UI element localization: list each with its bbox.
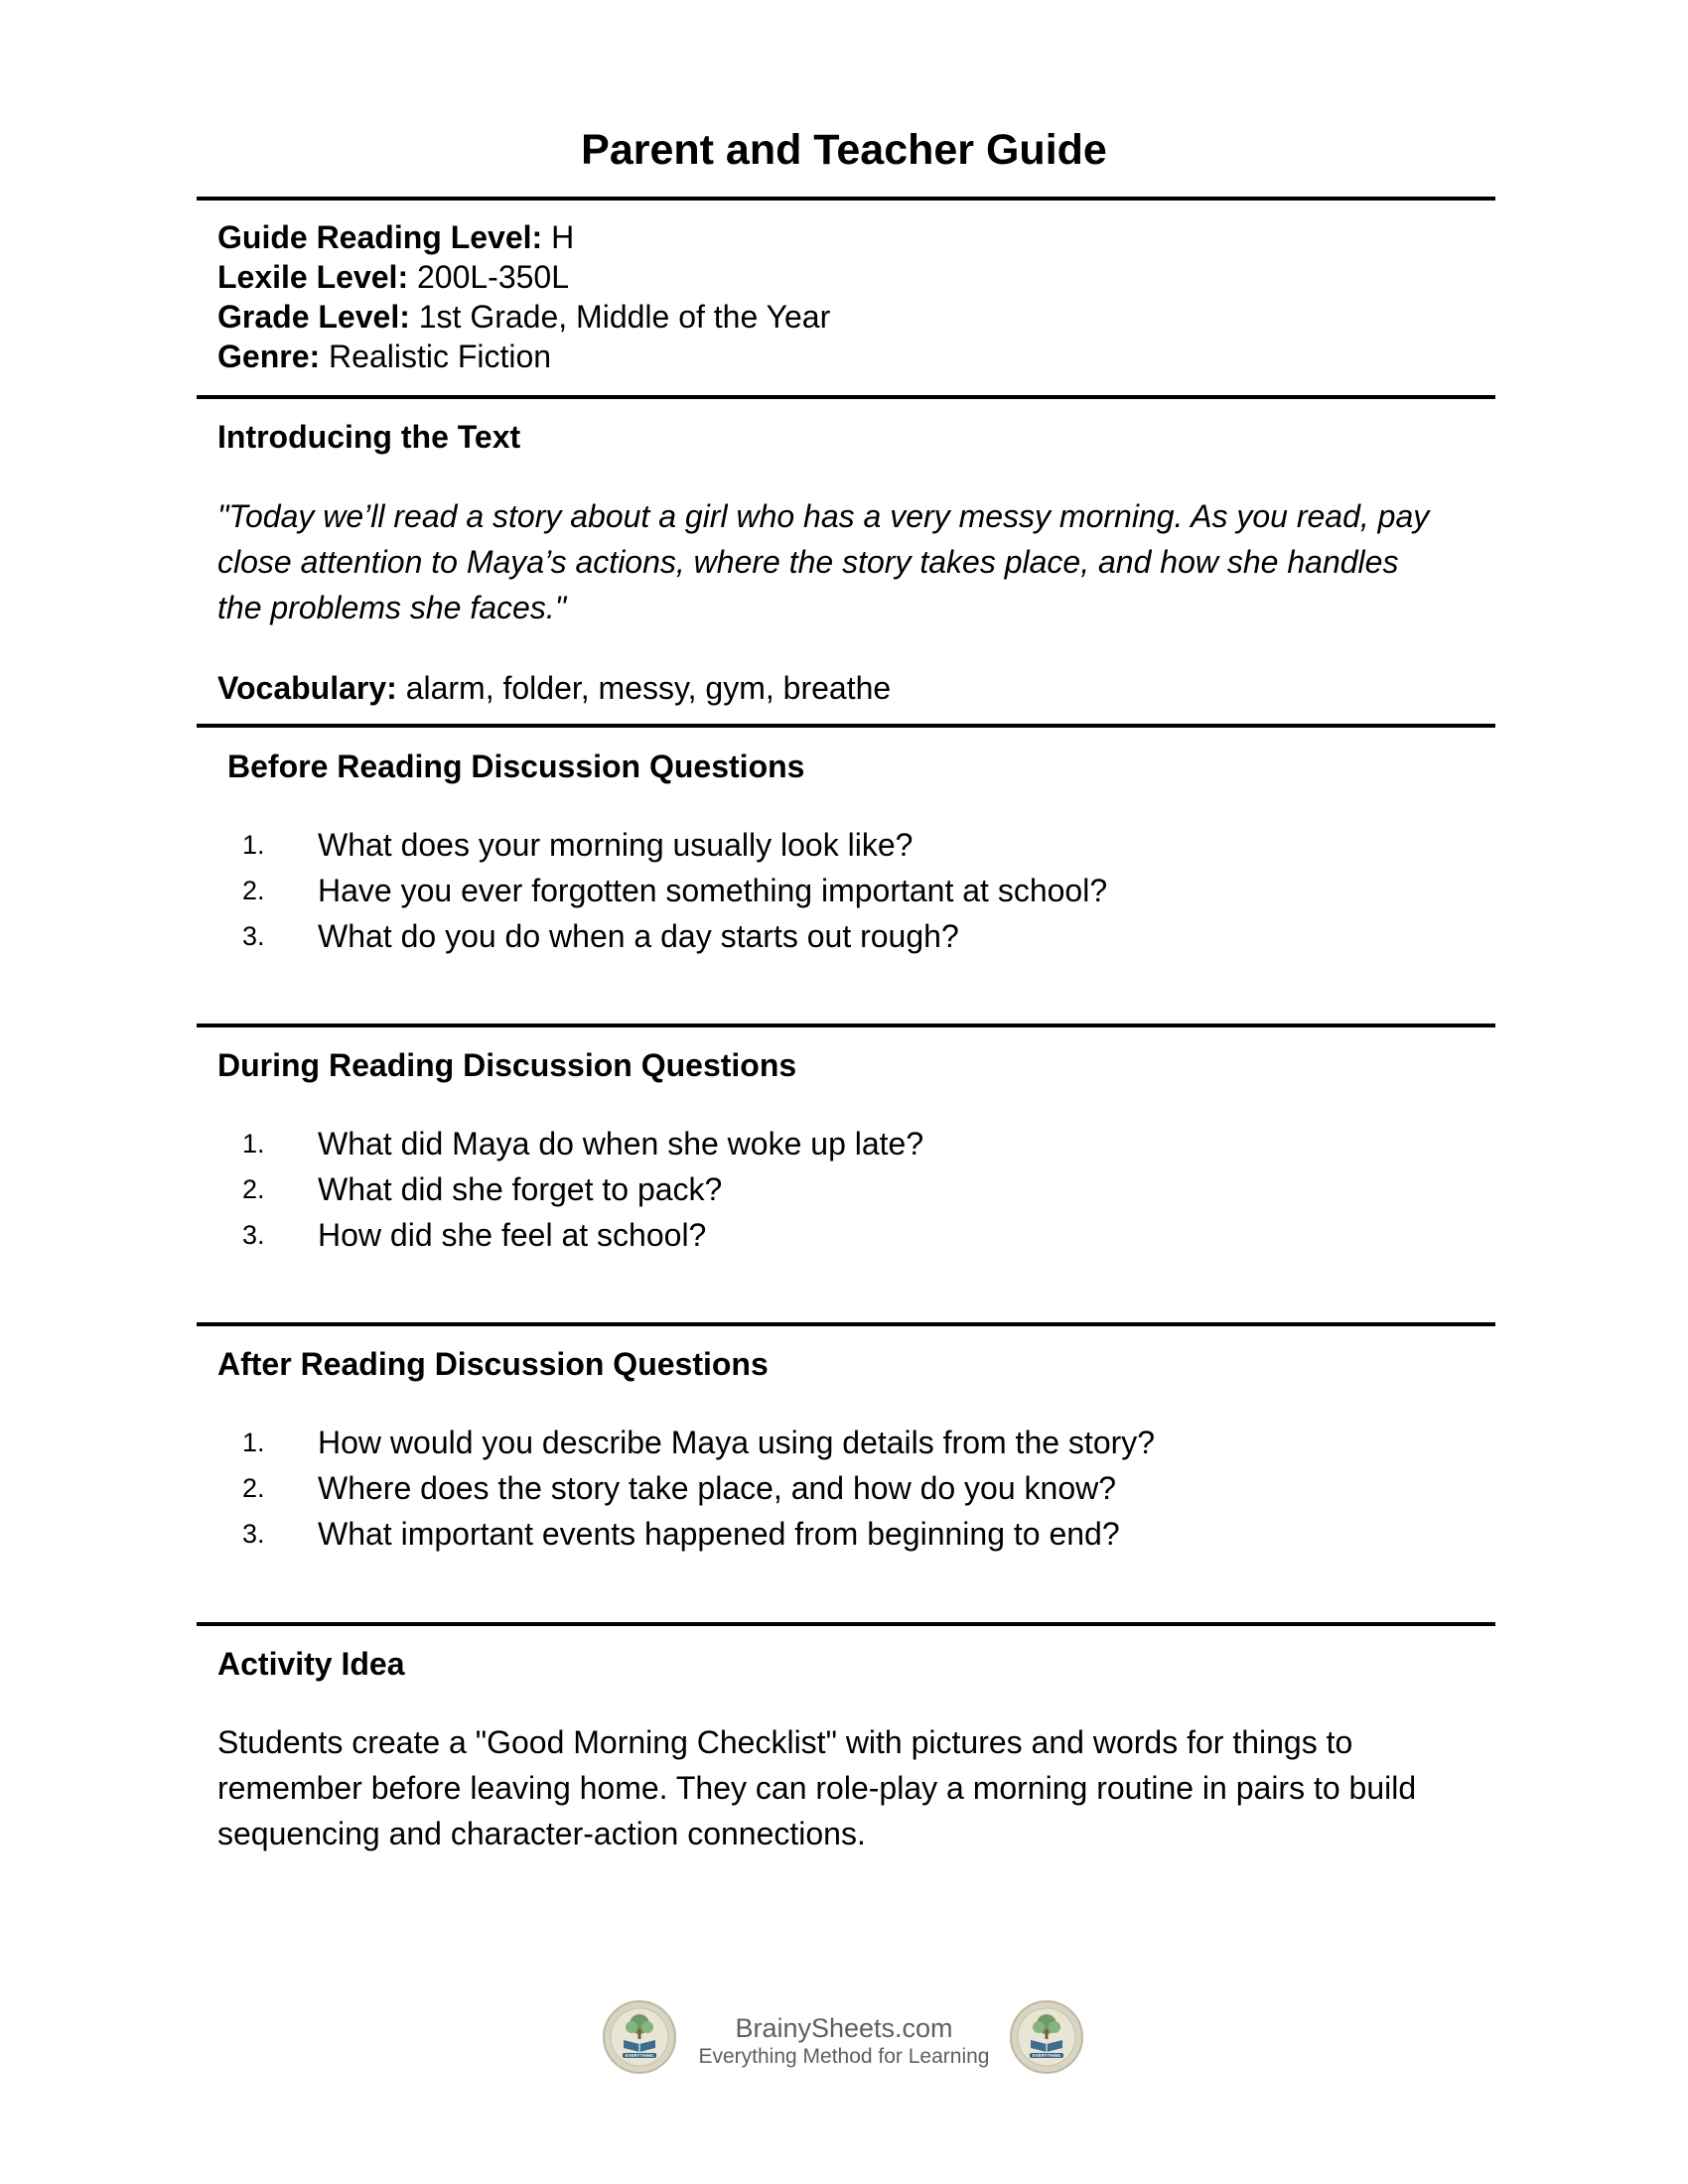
lexile-level-label: Lexile Level: <box>217 259 409 295</box>
list-number: 3. <box>242 1519 265 1549</box>
question-text: Have you ever forgotten something important at school? <box>318 873 1108 908</box>
list-number: 3. <box>242 1220 265 1250</box>
guide-metadata <box>217 217 1478 376</box>
activity-text-block <box>217 1719 1488 1856</box>
list-number: 1. <box>242 830 265 860</box>
before-reading-section <box>227 747 1488 786</box>
list-number: 2. <box>242 1473 265 1503</box>
vocabulary-label: Vocabulary: <box>217 670 397 706</box>
footer-tagline: Everything Method for Learning <box>698 2045 990 2068</box>
question-text: What did she forget to pack? <box>318 1171 723 1207</box>
page-title: Parent and Teacher Guide <box>581 126 1107 174</box>
vocabulary-line <box>217 668 1478 708</box>
introducing-quote-block <box>217 493 1449 630</box>
vocabulary-block <box>217 668 1478 708</box>
before-reading-list <box>217 822 1478 959</box>
reading-level-value: H <box>551 219 575 255</box>
genre-value: Realistic Fiction <box>329 339 552 374</box>
brand-logo-icon <box>603 2000 676 2074</box>
introducing-section <box>217 417 1478 457</box>
after-reading-section <box>217 1344 1478 1384</box>
list-number: 2. <box>242 1174 265 1204</box>
question-text: What does your morning usually look like? <box>318 827 914 863</box>
reading-level-line <box>217 217 1478 257</box>
lexile-level-value: 200L-350L <box>416 259 570 295</box>
footer-brand <box>685 2012 1003 2070</box>
after-reading-heading: After Reading Discussion Questions <box>217 1346 769 1382</box>
list-item <box>217 1511 1478 1557</box>
list-item <box>217 1166 1478 1212</box>
genre-label: Genre: <box>217 339 321 374</box>
vocabulary-words: alarm, folder, messy, gym, breathe <box>405 670 892 706</box>
svg-text:EVERYTHING: EVERYTHING <box>625 2053 654 2058</box>
question-text: How would you describe Maya using details from the story? <box>318 1425 1156 1460</box>
activity-text: Students create a "Good Morning Checklist" with pictures and words for things to remember before leaving home. They can role-play a morning routine in pairs to build sequencing and character-action connections. <box>217 1724 1417 1851</box>
list-item <box>217 1420 1478 1465</box>
before-reading-list-block <box>217 822 1478 959</box>
reading-level-label: Guide Reading Level: <box>217 219 543 255</box>
list-number: 1. <box>242 1428 265 1457</box>
during-reading-list <box>217 1121 1478 1258</box>
genre-line <box>217 337 1478 376</box>
question-text: What did Maya do when she woke up late? <box>318 1126 924 1161</box>
during-reading-section <box>217 1045 1478 1085</box>
introducing-quote: "Today we’ll read a story about a girl who has a very messy morning. As you read, pay close attention to Maya’s actions, where the story takes place, and how she handles the problems she faces." <box>217 498 1430 625</box>
brand-logo-icon <box>1010 2000 1083 2074</box>
book-tree-icon <box>1012 2002 1081 2072</box>
divider <box>197 395 1495 399</box>
before-reading-heading: Before Reading Discussion Questions <box>227 749 805 784</box>
during-reading-list-block <box>217 1121 1478 1258</box>
question-text: How did she feel at school? <box>318 1217 707 1253</box>
question-text: What important events happened from beginning to end? <box>318 1516 1120 1552</box>
after-reading-list <box>217 1420 1478 1557</box>
list-item <box>217 868 1478 913</box>
book-tree-icon <box>605 2002 674 2072</box>
divider <box>197 197 1495 201</box>
svg-text:EVERYTHING: EVERYTHING <box>1032 2053 1061 2058</box>
grade-level-value: 1st Grade, Middle of the Year <box>418 299 831 335</box>
divider <box>197 724 1495 728</box>
list-number: 2. <box>242 876 265 905</box>
list-item <box>217 1121 1478 1166</box>
list-item <box>217 1465 1478 1511</box>
grade-level-label: Grade Level: <box>217 299 410 335</box>
question-text: What do you do when a day starts out rough? <box>318 918 959 954</box>
question-text: Where does the story take place, and how do you know? <box>318 1470 1117 1506</box>
introducing-heading: Introducing the Text <box>217 419 521 455</box>
footer <box>0 2000 1688 2080</box>
lexile-level-line <box>217 257 1478 297</box>
divider <box>197 1622 1495 1626</box>
activity-heading: Activity Idea <box>217 1646 405 1682</box>
during-reading-heading: During Reading Discussion Questions <box>217 1047 797 1083</box>
list-number: 1. <box>242 1129 265 1159</box>
divider <box>197 1024 1495 1027</box>
divider <box>197 1322 1495 1326</box>
after-reading-list-block <box>217 1420 1478 1557</box>
footer-site: BrainySheets.com <box>735 2013 953 2043</box>
list-number: 3. <box>242 921 265 951</box>
list-item <box>217 913 1478 959</box>
grade-level-line <box>217 297 1478 337</box>
list-item <box>217 1212 1478 1258</box>
activity-section <box>217 1644 1478 1684</box>
list-item <box>217 822 1478 868</box>
